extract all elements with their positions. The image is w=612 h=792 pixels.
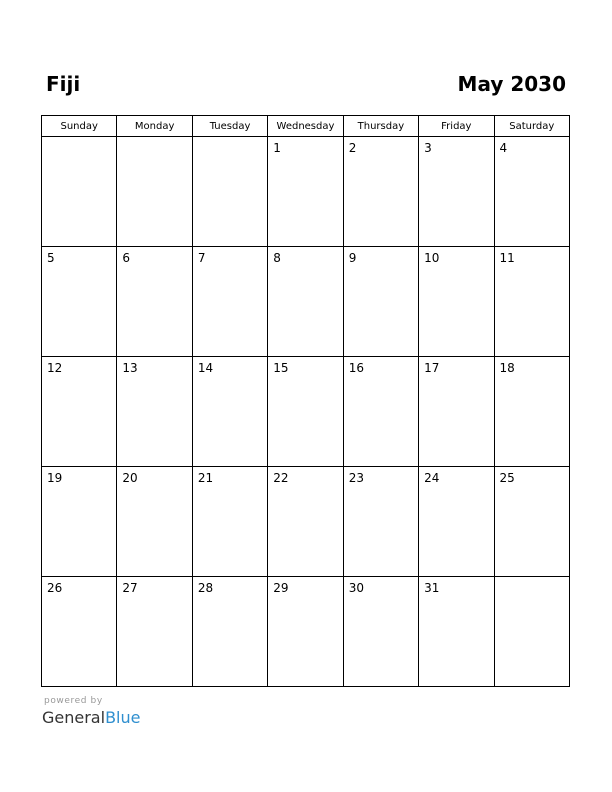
day-number bbox=[117, 137, 191, 141]
day-cell bbox=[268, 577, 343, 687]
day-cell bbox=[343, 467, 418, 577]
brand-name-part2: Blue bbox=[105, 708, 141, 727]
day-number: 30 bbox=[348, 581, 364, 595]
day-number: 7 bbox=[197, 251, 206, 265]
day-number: 14 bbox=[197, 361, 214, 375]
day-number bbox=[495, 577, 569, 581]
day-cell bbox=[494, 357, 569, 467]
day-number: 24 bbox=[424, 471, 440, 485]
day-cell bbox=[117, 577, 192, 687]
day-number: 11 bbox=[499, 251, 515, 265]
day-cell bbox=[192, 357, 267, 467]
day-cell bbox=[343, 577, 418, 687]
day-number: 4 bbox=[499, 141, 508, 155]
day-number: 22 bbox=[273, 471, 289, 485]
day-cell bbox=[419, 137, 494, 247]
day-cell bbox=[117, 247, 192, 357]
day-cell bbox=[494, 137, 569, 247]
day-cell bbox=[343, 247, 418, 357]
day-cell bbox=[42, 577, 117, 687]
day-cell bbox=[268, 357, 343, 467]
day-number: 2 bbox=[348, 141, 357, 155]
week-row-5 bbox=[42, 577, 570, 687]
calendar-grid bbox=[41, 115, 570, 687]
day-cell bbox=[494, 247, 569, 357]
day-number: 3 bbox=[424, 141, 432, 155]
weekday-thursday: Thursday bbox=[343, 116, 418, 137]
brand-name-part1: General bbox=[42, 708, 106, 727]
weekday-wednesday: Wednesday bbox=[268, 116, 343, 137]
day-cell bbox=[192, 467, 267, 577]
powered-by-text: powered by bbox=[44, 696, 103, 706]
day-number: 26 bbox=[47, 581, 63, 595]
day-cell bbox=[42, 137, 117, 247]
day-cell bbox=[42, 247, 117, 357]
day-number: 23 bbox=[348, 471, 364, 485]
day-number: 13 bbox=[122, 361, 138, 375]
day-cell bbox=[419, 467, 494, 577]
week-row-2 bbox=[42, 247, 570, 357]
day-number: 9 bbox=[348, 251, 357, 265]
day-number: 18 bbox=[499, 361, 515, 375]
weekday-sunday: Sunday bbox=[42, 116, 117, 137]
day-number: 28 bbox=[197, 581, 214, 595]
day-number: 21 bbox=[197, 471, 214, 485]
day-cell bbox=[192, 247, 267, 357]
day-cell bbox=[42, 357, 117, 467]
week-row-3 bbox=[42, 357, 570, 467]
generalblue-logo bbox=[42, 708, 140, 728]
day-cell bbox=[117, 357, 192, 467]
day-cell bbox=[419, 577, 494, 687]
day-number: 8 bbox=[273, 251, 281, 265]
day-number: 19 bbox=[47, 471, 63, 485]
day-number: 15 bbox=[273, 361, 289, 375]
day-cell bbox=[494, 577, 569, 687]
weekday-saturday: Saturday bbox=[494, 116, 569, 137]
day-cell bbox=[268, 247, 343, 357]
day-number: 1 bbox=[273, 141, 281, 155]
day-cell bbox=[419, 247, 494, 357]
month-year-title: May 2030 bbox=[457, 72, 566, 96]
day-number: 12 bbox=[47, 361, 63, 375]
day-cell bbox=[494, 467, 569, 577]
week-row-1 bbox=[42, 137, 570, 247]
weekday-header-row bbox=[42, 116, 570, 137]
day-cell bbox=[343, 137, 418, 247]
day-number: 16 bbox=[348, 361, 364, 375]
day-cell bbox=[419, 357, 494, 467]
day-cell bbox=[117, 137, 192, 247]
day-number: 6 bbox=[122, 251, 131, 265]
weekday-friday: Friday bbox=[419, 116, 494, 137]
day-number: 20 bbox=[122, 471, 138, 485]
weekday-tuesday: Tuesday bbox=[192, 116, 267, 137]
day-number: 29 bbox=[273, 581, 289, 595]
weekday-monday: Monday bbox=[117, 116, 192, 137]
day-number: 25 bbox=[499, 471, 515, 485]
day-number bbox=[42, 137, 116, 141]
day-number: 5 bbox=[47, 251, 55, 265]
week-row-4 bbox=[42, 467, 570, 577]
day-number: 17 bbox=[424, 361, 440, 375]
day-cell bbox=[192, 577, 267, 687]
day-number: 31 bbox=[424, 581, 440, 595]
day-cell bbox=[268, 137, 343, 247]
day-number: 27 bbox=[122, 581, 138, 595]
country-title: Fiji bbox=[46, 72, 81, 96]
day-cell bbox=[192, 137, 267, 247]
day-cell bbox=[117, 467, 192, 577]
day-number bbox=[193, 137, 267, 141]
day-cell bbox=[42, 467, 117, 577]
day-cell bbox=[268, 467, 343, 577]
day-cell bbox=[343, 357, 418, 467]
day-number: 10 bbox=[424, 251, 440, 265]
